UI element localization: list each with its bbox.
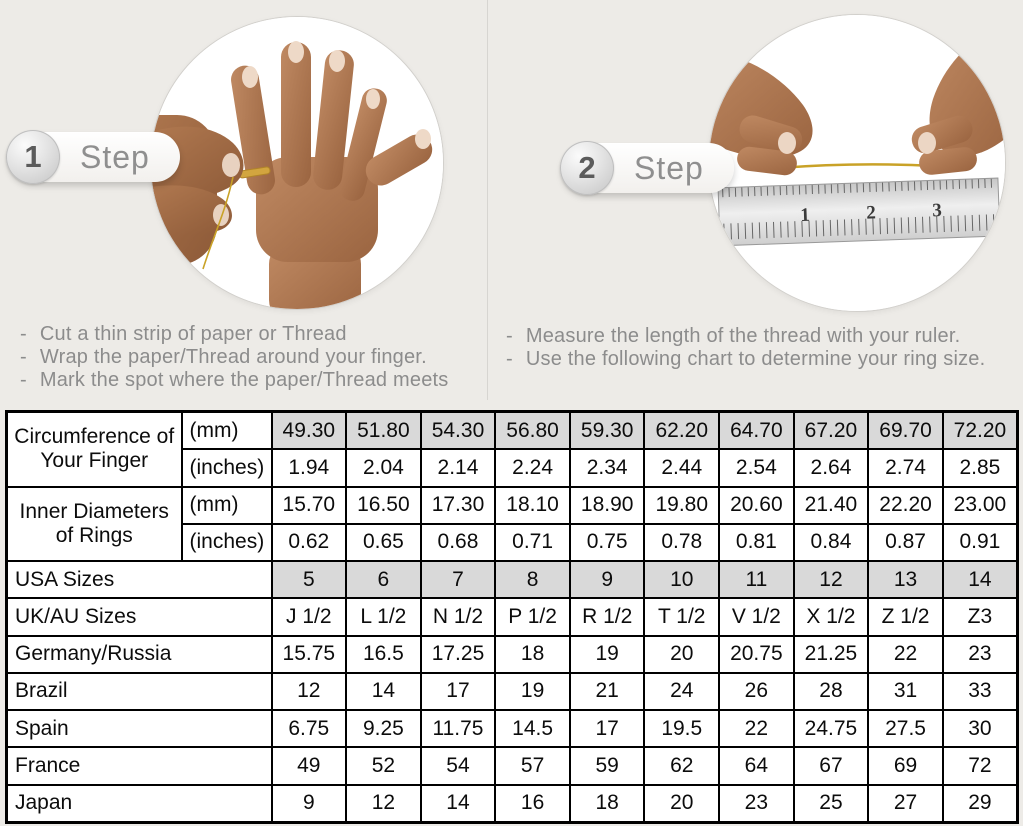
size-cell: 29 [943,785,1018,823]
section-divider [487,0,488,400]
size-cell: 20.75 [719,636,794,673]
instruction-line: - Wrap the paper/Thread around your finger. [20,346,448,369]
size-cell: 19.5 [644,710,719,747]
size-cell: 20 [644,785,719,823]
size-cell: 2.14 [421,449,496,486]
country-label: Germany/Russia [7,636,272,673]
size-cell: 17.30 [421,487,496,524]
size-cell: 22 [868,636,943,673]
size-cell: 14.5 [495,710,570,747]
size-cell: 27 [868,785,943,823]
size-cell: 0.91 [943,524,1018,561]
size-cell: 17 [570,710,645,747]
size-cell: Z 1/2 [868,598,943,635]
size-cell: 18.90 [570,487,645,524]
size-cell: 33 [943,673,1018,710]
unit-label: (mm) [182,487,272,524]
unit-label: (inches) [182,449,272,486]
size-cell: 9 [272,785,347,823]
hand-photo-illustration [151,17,443,309]
size-cell: 0.78 [644,524,719,561]
size-cell: 12 [794,561,869,598]
size-cell: P 1/2 [495,598,570,635]
size-cell: L 1/2 [346,598,421,635]
country-label: UK/AU Sizes [7,598,272,635]
size-cell: 64 [719,747,794,784]
size-cell: 15.75 [272,636,347,673]
size-cell: 57 [495,747,570,784]
size-cell: 14 [346,673,421,710]
size-cell: 24 [644,673,719,710]
size-cell: 8 [495,561,570,598]
size-cell: 13 [868,561,943,598]
size-cell: 23 [943,636,1018,673]
size-cell: 69.70 [868,412,943,450]
table-row [7,598,1018,635]
table-row [7,561,1018,598]
size-cell: 0.81 [719,524,794,561]
size-cell: 0.65 [346,524,421,561]
instruction-line: - Measure the length of the thread with your ruler. [506,325,985,348]
size-cell: 0.87 [868,524,943,561]
size-cell: 19.80 [644,487,719,524]
size-cell: 27.5 [868,710,943,747]
size-cell: 18 [570,785,645,823]
size-cell: 11.75 [421,710,496,747]
step1-instructions [20,323,448,392]
step2-photo [708,14,1006,312]
size-cell: T 1/2 [644,598,719,635]
size-cell: 30 [943,710,1018,747]
size-cell: 21.25 [794,636,869,673]
size-cell: 19 [495,673,570,710]
size-cell: 6 [346,561,421,598]
instruction-line: - Cut a thin strip of paper or Thread [20,323,448,346]
size-cell: 20.60 [719,487,794,524]
size-cell: 2.54 [719,449,794,486]
size-cell: 59 [570,747,645,784]
size-cell: 62 [644,747,719,784]
size-cell: 2.85 [943,449,1018,486]
size-cell: 0.75 [570,524,645,561]
size-cell: Z3 [943,598,1018,635]
size-cell: 12 [272,673,347,710]
ruler [718,178,1000,246]
size-cell: 5 [272,561,347,598]
size-cell: 14 [943,561,1018,598]
table-row [7,673,1018,710]
size-cell: 49 [272,747,347,784]
size-cell: 23 [719,785,794,823]
step1-label: Step [80,138,150,175]
step1-number: 1 [6,130,60,184]
size-cell: 28 [794,673,869,710]
size-cell: 6.75 [272,710,347,747]
size-cell: 17.25 [421,636,496,673]
size-cell: 12 [346,785,421,823]
unit-label: (inches) [182,524,272,561]
table-row [7,710,1018,747]
row-group-label: Circumference of Your Finger [7,412,182,487]
size-cell: 20 [644,636,719,673]
instruction-line: - Use the following chart to determine your ring size. [506,348,985,371]
size-cell: 26 [719,673,794,710]
size-cell: 9 [570,561,645,598]
size-cell: 2.04 [346,449,421,486]
size-cell: 1.94 [272,449,347,486]
country-label: Brazil [7,673,272,710]
size-cell: 16.50 [346,487,421,524]
size-cell: 17 [421,673,496,710]
size-cell: 0.62 [272,524,347,561]
size-cell: 10 [644,561,719,598]
size-table-body [7,412,1018,823]
size-cell: 0.68 [421,524,496,561]
size-cell: 9.25 [346,710,421,747]
size-cell: J 1/2 [272,598,347,635]
size-cell: 64.70 [719,412,794,450]
size-cell: 51.80 [346,412,421,450]
unit-label: (mm) [182,412,272,450]
size-cell: 67.20 [794,412,869,450]
size-cell: 14 [421,785,496,823]
size-cell: 49.30 [272,412,347,450]
size-cell: 0.71 [495,524,570,561]
ring-size-table [5,410,1019,824]
size-cell: 23.00 [943,487,1018,524]
size-cell: X 1/2 [794,598,869,635]
steps-section [0,0,1023,407]
country-label: Japan [7,785,272,823]
step2-instructions [506,325,985,371]
size-cell: 2.64 [794,449,869,486]
row-group-label: Inner Diameters of Rings [7,487,182,562]
size-cell: 15.70 [272,487,347,524]
table-row [7,412,1018,450]
step1-badge [8,132,180,182]
step2-label: Step [634,149,704,186]
size-cell: 0.84 [794,524,869,561]
size-cell: 72 [943,747,1018,784]
table-row [7,747,1018,784]
size-cell: 11 [719,561,794,598]
svg-text:3: 3 [931,200,943,222]
size-cell: 2.34 [570,449,645,486]
size-cell: 62.20 [644,412,719,450]
size-cell: 2.24 [495,449,570,486]
step1-photo [150,16,444,310]
size-cell: 67 [794,747,869,784]
size-cell: 21 [570,673,645,710]
size-cell: 2.44 [644,449,719,486]
size-cell: 16 [495,785,570,823]
size-cell: 59.30 [570,412,645,450]
size-cell: 72.20 [943,412,1018,450]
country-label: Spain [7,710,272,747]
size-cell: 56.80 [495,412,570,450]
size-cell: 69 [868,747,943,784]
size-cell: 54.30 [421,412,496,450]
ruler-photo-illustration [709,15,1005,311]
size-cell: 16.5 [346,636,421,673]
size-cell: 52 [346,747,421,784]
size-cell: 25 [794,785,869,823]
size-cell: 24.75 [794,710,869,747]
step2-number: 2 [560,141,614,195]
svg-text:1: 1 [799,204,811,226]
size-cell: 2.74 [868,449,943,486]
size-cell: 22 [719,710,794,747]
size-cell: 31 [868,673,943,710]
size-cell: V 1/2 [719,598,794,635]
size-cell: 7 [421,561,496,598]
size-cell: 54 [421,747,496,784]
instruction-line: - Mark the spot where the paper/Thread meets [20,369,448,392]
size-cell: 21.40 [794,487,869,524]
size-cell: 18 [495,636,570,673]
country-label: USA Sizes [7,561,272,598]
size-cell: N 1/2 [421,598,496,635]
size-cell: 22.20 [868,487,943,524]
size-cell: 19 [570,636,645,673]
table-row [7,785,1018,823]
size-cell: R 1/2 [570,598,645,635]
country-label: France [7,747,272,784]
svg-text:2: 2 [865,202,877,224]
step2-badge [562,143,734,193]
table-row [7,636,1018,673]
size-cell: 18.10 [495,487,570,524]
table-row [7,487,1018,524]
